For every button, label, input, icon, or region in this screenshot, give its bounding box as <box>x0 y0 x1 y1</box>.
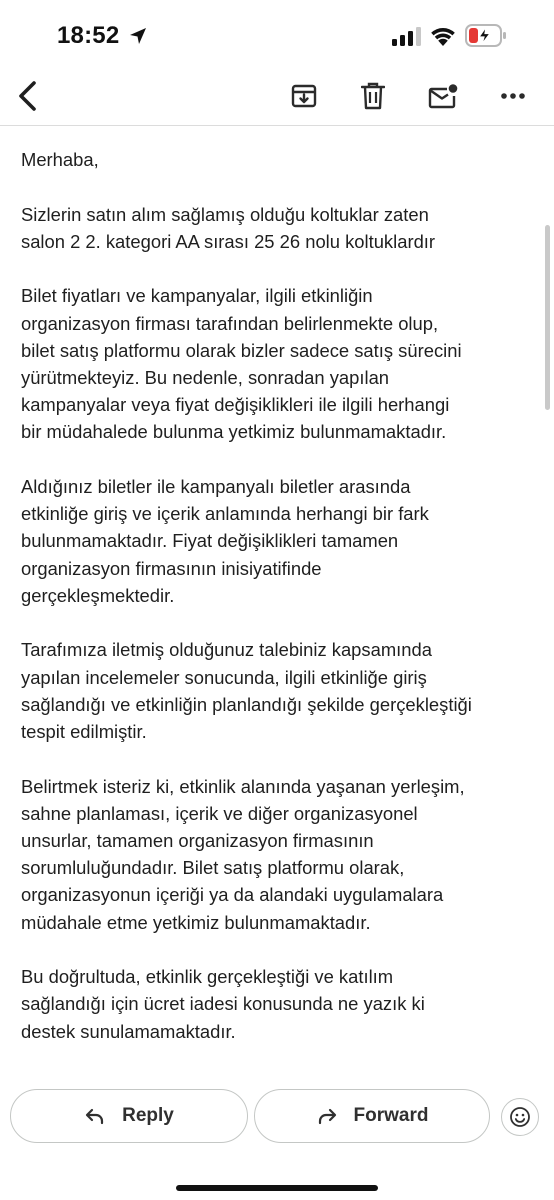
email-text-line: kampanyalar veya fiyat değişiklikleri ile ilgili herhangi <box>21 394 450 416</box>
email-text-line: bilet satış platformu olarak bizler sadece satış sürecini <box>21 339 462 361</box>
back-button[interactable] <box>4 70 52 122</box>
email-text-line: Bilet fiyatları ve kampanyalar, ilgili etkinliğin <box>21 285 373 307</box>
email-text-line: Merhaba, <box>21 149 99 170</box>
email-paragraph <box>21 963 536 1045</box>
emoji-reaction-icon <box>509 1106 531 1128</box>
archive-icon <box>291 83 317 109</box>
email-paragraph <box>21 636 536 745</box>
mark-unread-icon <box>428 83 458 109</box>
email-paragraph <box>21 201 536 255</box>
email-content[interactable] <box>0 126 554 1080</box>
mark-unread-button[interactable] <box>419 70 467 122</box>
back-arrow-icon <box>14 79 42 113</box>
email-text-line: sahne planlaması, içerik ve diğer organizasyonel <box>21 802 418 824</box>
more-icon <box>500 92 526 100</box>
email-toolbar <box>0 70 554 126</box>
email-paragraph <box>21 773 536 936</box>
email-text-line: organizasyon firması tarafından belirlenmekte olup, <box>21 312 439 334</box>
email-paragraph <box>21 146 536 173</box>
email-text-line: müdahale etme yetkimiz bulunmamaktadır. <box>21 911 371 933</box>
email-text-line: tespit edilmiştir. <box>21 721 147 743</box>
email-text-line: yapılan incelemeler sonucunda, ilgili etkinliğe giriş <box>21 666 427 688</box>
email-text-line: salon 2 2. kategori AA sırası 25 26 nolu koltuklardır <box>21 230 436 252</box>
archive-button[interactable] <box>280 70 328 122</box>
bottom-action-bar <box>0 1080 554 1200</box>
email-text-line: gerçekleşmektedir. <box>21 584 175 606</box>
email-text-line: bir müdahalede bulunma yetkimiz bulunmamaktadır. <box>21 421 447 443</box>
scrollbar[interactable] <box>545 225 550 410</box>
email-text-line: yürütmekteyiz. Bu nedenle, sonradan yapılan <box>21 367 390 388</box>
email-text-line: Tarafımıza iletmiş olduğunuz talebiniz kapsamında <box>21 639 432 661</box>
location-arrow-icon <box>128 26 148 46</box>
email-text-line: etkinliğe giriş ve içerik anlamında herhangi bir fark <box>21 503 429 525</box>
email-body <box>21 146 536 1072</box>
email-text-line: unsurlar, tamamen organizasyon firmasının <box>21 830 374 852</box>
forward-label: Forward <box>353 1105 429 1126</box>
reply-arrow-icon <box>84 1107 106 1125</box>
email-text-line: Belirtmek isteriz ki, etkinlik alanında yaşanan yerleşim, <box>21 775 465 797</box>
trash-icon <box>361 82 385 110</box>
email-text-line: Sizlerin satın alım sağlamış olduğu koltuklar zaten <box>21 203 429 225</box>
status-time: 18:52 <box>57 22 120 49</box>
email-text-line: organizasyon firmasının inisiyatifinde <box>21 557 322 579</box>
email-text-line: sağlandığı için ücret iadesi konusunda ne yazık ki <box>21 993 425 1015</box>
email-text-line: sorumluluğundadır. Bilet satış platformu olarak, <box>21 857 405 879</box>
email-text-line: destek sunulamamaktadır. <box>21 1020 236 1042</box>
more-options-button[interactable] <box>489 70 537 122</box>
battery-charging-icon <box>465 24 507 47</box>
home-indicator[interactable] <box>176 1185 378 1191</box>
email-text-line: organizasyonun içeriği ya da alandaki uygulamalara <box>21 884 444 906</box>
reply-label: Reply <box>122 1105 174 1126</box>
wifi-icon <box>429 25 457 46</box>
cellular-signal-icon <box>392 27 422 46</box>
email-text-line: sağlandığı ve etkinliğin planlandığı şekilde gerçekleştiği <box>21 693 472 715</box>
email-paragraph <box>21 282 536 445</box>
email-text-line: bulunmamaktadır. Fiyat değişiklikleri tamamen <box>21 530 399 552</box>
email-text-line: Aldığınız biletler ile kampanyalı biletler arasında <box>21 476 411 497</box>
status-bar <box>0 0 554 70</box>
forward-arrow-icon <box>316 1107 338 1125</box>
emoji-reaction-button[interactable] <box>501 1098 539 1136</box>
reply-button[interactable] <box>10 1089 248 1143</box>
delete-button[interactable] <box>349 70 397 122</box>
forward-button[interactable] <box>254 1089 490 1143</box>
email-text-line: Bu doğrultuda, etkinlik gerçekleştiği ve katılım <box>21 966 394 988</box>
email-paragraph <box>21 473 536 609</box>
